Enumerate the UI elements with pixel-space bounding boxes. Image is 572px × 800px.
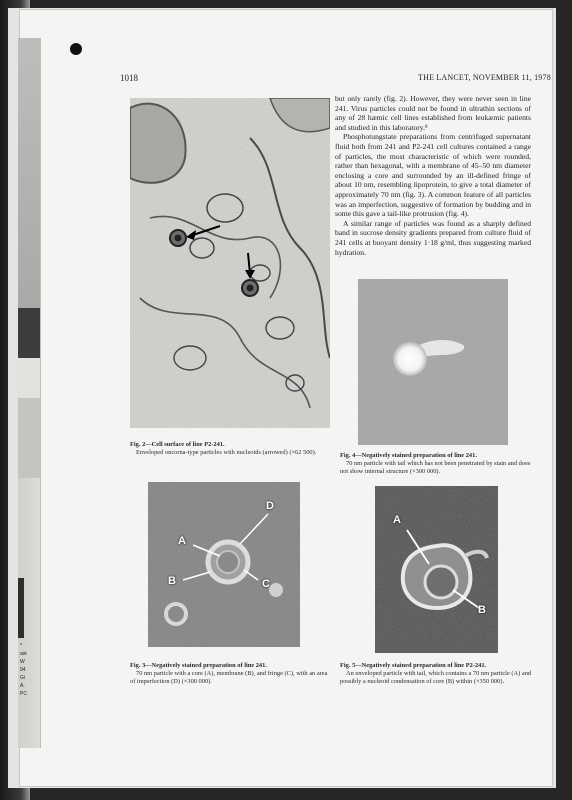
adjacent-page-strip xyxy=(18,38,41,748)
strip-text-5: Gi xyxy=(20,675,25,681)
strip-text-7: PC xyxy=(20,691,27,697)
figure-3-description: 70 nm particle with a core (A), membrane (B), and fringe (C), with an area of imperfection (D) (×300 000). xyxy=(130,670,328,685)
figure-3-title: Fig. 3—Negatively stained preparation of line 241. xyxy=(130,662,267,669)
figure-2-micrograph xyxy=(130,98,330,428)
figure-2-description: Enveloped oncorna-type particles with nucleoids (arrowed) (×62 500). xyxy=(136,449,317,456)
figure-3-label-c: C xyxy=(262,578,270,590)
figure-5-label-b: B xyxy=(478,604,486,616)
figure-3-label-a: A xyxy=(178,535,186,547)
figure-4-caption xyxy=(340,452,538,476)
figure-5-label-a: A xyxy=(393,514,401,526)
figure-2-title: Fig. 2—Cell surface of line P2-241. xyxy=(130,441,225,448)
body-paragraph-2: Phosphotungstate preparations from centrifuged supernatant fluid both from 241 and P2-241 cell cultures contained a range of particles, the most characteristic of which were rounded, rather than hexagonal, with a membrane of 45–50 nm diameter enclosing a core and surrounded by an ill-defined fringe of about 10 nm, resembling lipoprotein, to give a total diameter of approximately 70 nm (fig. 3). A common feature of all particles was an imperfection, suggestive of formation by budding and in some this gave a tail-like protrusion (fig. 4). xyxy=(335,132,531,219)
figure-5-description: An enveloped particle with tail, which contains a 70 nm particle (A) and possibly a nucleoid condensation of core (B) within (×350 000). xyxy=(340,670,532,685)
strip-text-6: A. xyxy=(20,683,25,689)
figure-5-title: Fig. 5—Negatively stained preparation of line P2-241. xyxy=(340,662,487,669)
body-paragraph-1: but only rarely (fig. 2). However, they were never seen in line 241. Virus particles could not be found in ultrathin sections of any of 28 hæmic cell lines established from leukæmic patients and studied in this laboratory.⁸ xyxy=(335,94,531,132)
punch-hole xyxy=(70,43,82,55)
figure-3-caption xyxy=(130,662,330,686)
figure-5-micrograph xyxy=(375,486,498,653)
body-paragraph-3: A similar range of particles was found as a sharply defined band in sucrose density gradients prepared from culture fluid of 241 cells at buoyant density 1·18 g/ml, thus suggesting marked hydration. xyxy=(335,218,531,257)
figure-3-label-d: D xyxy=(266,500,274,512)
strip-text-1: * xyxy=(20,643,22,649)
strip-text-4: 94 xyxy=(20,667,26,673)
figure-4-title: Fig. 4—Negatively stained preparation of line 241. xyxy=(340,452,477,459)
running-head: THE LANCET, NOVEMBER 11, 1978 xyxy=(418,73,551,82)
article-body-text xyxy=(335,94,531,257)
strip-text-2: ast xyxy=(20,651,27,657)
figure-4-micrograph xyxy=(358,279,508,445)
figure-3-label-b: B xyxy=(168,575,176,587)
figure-5-caption xyxy=(340,662,538,686)
figure-3-micrograph xyxy=(148,482,300,647)
page-number: 1018 xyxy=(120,73,138,83)
strip-text-3: W xyxy=(20,659,25,665)
figure-2-caption xyxy=(130,441,330,457)
figure-4-description: 70 nm particle with tail which has not been penetrated by stain and does not show internal structure (×300 000). xyxy=(340,460,531,475)
